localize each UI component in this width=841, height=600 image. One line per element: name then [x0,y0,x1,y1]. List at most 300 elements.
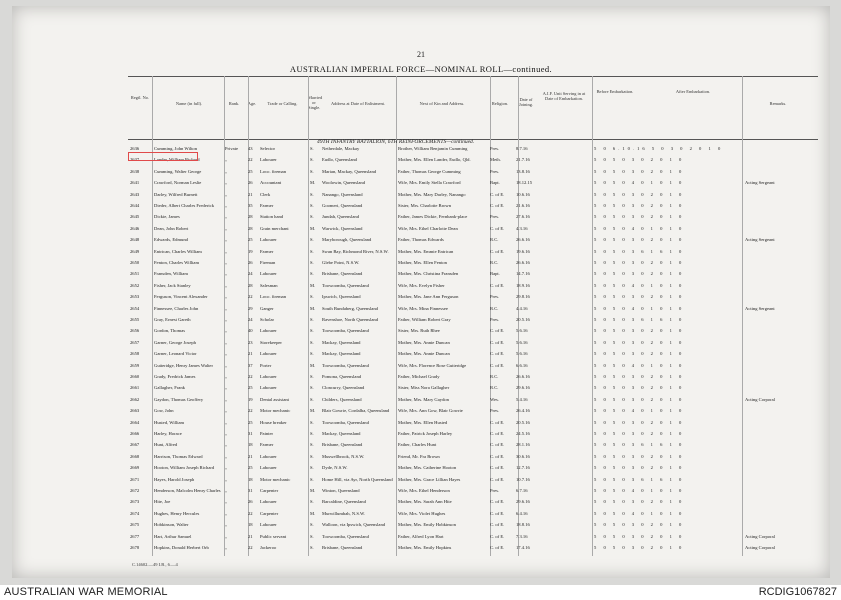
cell-date: 18.12.15 [516,180,533,186]
cell-addr: Goomeri, Queensland [322,203,363,208]
cell-addr: Childers, Queensland [322,396,362,402]
cell-pay: 5 0 5 0 3 0 2 0 1 0 [594,385,685,391]
cell-no: 2657 [130,339,140,345]
cell-no: 2668 [130,453,140,459]
cell-rel: Pres. [490,408,500,414]
cell-pay: 5 0 5 0 4 0 1 0 1 0 [594,225,685,231]
cell-no: 2636 [130,146,140,151]
cell-name: Ferguson, Vincent Alexander [154,294,208,300]
cell-kin: Father, Alfred Lyon Hart [398,533,444,539]
cell-trade: Storekeeper [260,339,282,345]
cell-name: Finnessee, Charles John [154,305,199,311]
cell-addr: Muswellbrook, N.S.W. [322,453,365,459]
cell-rem: Acting Corporal [745,396,775,402]
cell-no: 2675 [130,522,140,528]
header-regtl-no: Regtl. No. [130,95,150,100]
cell-addr: Ipswich, Queensland [322,294,361,300]
cell-rank: „ [225,282,228,288]
cell-rel: Pres. [490,168,500,174]
cell-trade: Public servant [260,533,287,539]
cell-pay: 5 0 5 0 4 0 1 0 1 0 [594,282,685,288]
cell-trade: Station hand [260,214,284,220]
cell-kin: Mother, Mrs. Emmie Entrican [398,248,454,254]
cell-kin: Wife, Mrs. Ethel Henderson [398,488,450,493]
cell-rank: „ [225,351,228,357]
cell-trade: Accountant [260,180,282,186]
cell-pay: 5 0 5 0 4 0 1 0 1 0 [594,362,685,368]
cell-addr: Eudlo, Queensland [322,157,357,163]
cell-mar: S. [310,168,314,174]
cell-date: 26.6.16 [516,260,530,265]
cell-trade: Labourer [260,328,277,334]
print-reference: C.14602.—49 I.B., 6.—4 [132,562,178,567]
cell-rel: Pres. [490,488,500,493]
cell-mar: S. [310,533,314,539]
cell-no: 2653 [130,294,140,300]
cell-no: 2669 [130,465,140,471]
cell-name: Harrison, Thomas Edward [154,453,203,459]
cell-addr: Pomona, Queensland [322,374,362,379]
cell-rel: C. of E. [490,282,505,288]
cell-date: 14.7.16 [516,271,530,277]
cell-name: Cumming, Walter George [154,168,202,174]
cell-name: Garner, George Joseph [154,339,196,345]
cell-trade: Labourer [260,499,277,505]
cell-addr: Toowoomba, Queensland [322,328,369,334]
cell-rel: C. of E. [490,419,505,425]
cell-name: Gray, Ernest Gareth [154,317,191,322]
cell-mar: S. [310,317,314,322]
cell-name: Hart, Arthur Samuel [154,533,192,539]
cell-mar: M. [310,510,316,516]
cell-rel: R.C. [490,305,499,311]
cell-pay: 5 0 5 0 3 0 2 0 1 0 [594,339,685,345]
cell-date: 21.6.16 [516,203,530,208]
cell-date: 12.7.16 [516,465,530,471]
cell-age: 28 [248,214,253,220]
cell-mar: M. [310,362,316,368]
cell-addr: Toowoomba, Queensland [322,419,369,425]
cell-kin: Mother, Mrs. Jane Ann Ferguson [398,294,459,300]
cell-no: 2644 [130,203,140,208]
cell-name: Hayes, Harold Joseph [154,476,195,482]
cell-name: Garner, Leonard Victor [154,351,197,357]
cell-date: 29.8.16 [516,294,530,300]
cell-kin: Brother, William Benjamin Cumming [398,146,468,151]
cell-pay: 5 0 5 0 3 0 2 0 1 0 [594,396,685,402]
cell-mar: M. [310,408,316,414]
cell-rank: „ [225,510,228,516]
cell-kin: Mother, Mrs. Mary Gaydon [398,396,449,402]
cell-rel: Bapt. [490,180,500,186]
cell-mar: S. [310,431,314,436]
cell-mar: S. [310,465,314,471]
cell-trade: Labourer [260,157,277,163]
cell-rank: „ [225,339,228,345]
archive-label: AUSTRALIAN WAR MEMORIAL [4,586,168,598]
cell-kin: Wife, Mrs. Ann Gow, Blair Gowrie [398,408,463,414]
cell-rel: R.C. [490,374,499,379]
cell-mar: S. [310,351,314,357]
cell-kin: Sister, Miss Nora Gallagher [398,385,450,391]
cell-trade: Jackeroo [260,545,277,550]
cell-mar: S. [310,203,314,208]
cell-addr: Dyde, N.S.W. [322,465,348,471]
cell-date: 6.6.16 [516,362,528,368]
cell-rank: „ [225,431,228,436]
cell-mar: S. [310,157,314,163]
cell-no: 2677 [130,533,140,539]
cell-date: 27.6.16 [516,214,530,220]
cell-pay: 5 0 5 0 4 0 1 0 1 0 [594,488,685,493]
cell-rank: „ [225,419,228,425]
cell-date: 20.5.16 [516,419,530,425]
cell-pay: 5 0 5 0 4 0 1 0 1 0 [594,408,685,414]
cell-rank: „ [225,374,228,379]
cell-addr: Mackay, Queensland [322,431,361,436]
cell-rank: „ [225,294,228,300]
cell-name: Dean, John Robert [154,225,189,231]
document-page [12,6,830,578]
cell-age: 31 [248,488,253,493]
cell-mar: S. [310,191,314,197]
roll-title: AUSTRALIAN IMPERIAL FORCE—NOMINAL ROLL—continued. [289,64,553,74]
cell-name: Crawford, Norman Leslie [154,180,202,186]
cell-pay: 5 0 6.10.16 5 0 3 0 2 0 1 0 [594,146,724,151]
cell-addr: Mackay, Queensland [322,339,361,345]
cell-mar: M. [310,488,316,493]
cell-no: 2650 [130,260,140,265]
cell-date: 26.6.16 [516,237,530,243]
cell-trade: Farmer [260,442,274,448]
cell-no: 2663 [130,408,140,414]
cell-kin: Father, Patrick Joseph Harley [398,431,453,436]
cell-date: 4.3.16 [516,225,528,231]
cell-addr: Walloon, via Ipswich, Queensland [322,522,386,528]
cell-addr: Home Hill, via Ayr, North Queensland [322,476,393,482]
cell-age: 21 [248,533,253,539]
cell-rank: „ [225,237,228,243]
cell-name: Gutteridge, Henry James Walter [154,362,213,368]
cell-age: 28 [248,225,253,231]
cell-rank: „ [225,157,228,163]
cell-age: 25 [248,168,253,174]
cell-date: 6.7.16 [516,488,528,493]
cell-rank: „ [225,328,228,334]
cell-trade: Carpenter [260,510,279,516]
cell-age: 19 [248,248,253,254]
cell-age: 26 [248,180,253,186]
cell-name: Dickie, James [154,214,180,220]
cell-rel: C. of E. [490,203,505,208]
record-id: RCDIG1067827 [758,586,837,598]
cell-rank: „ [225,396,228,402]
header-address: Address at Date of Enlistment. [330,101,386,106]
header-next-of-kin: Next of Kin and Address. [419,101,465,106]
cell-age: 19 [248,396,253,402]
cell-mar: M. [310,305,316,311]
cell-addr: Murwillumbah, N.S.W. [322,510,366,516]
cell-age: 28 [248,282,253,288]
cell-trade: Selector [260,146,276,151]
cell-rank: „ [225,168,228,174]
cell-no: 2648 [130,237,140,243]
header-date-joining: Date of Joining. [518,97,534,107]
cell-mar: S. [310,374,314,379]
cell-trade: Loco. fireman [260,294,287,300]
cell-pay: 5 0 5 0 3 0 2 0 1 0 [594,237,685,243]
cell-pay: 5 0 5 0 3 6 1 6 1 0 [594,442,685,448]
cell-pay: 5 0 5 0 3 6 1 6 1 0 [594,248,685,254]
cell-pay: 5 0 5 0 3 0 2 0 1 0 [594,191,685,197]
column-header-block [128,76,818,140]
cell-kin: Father, Thomas Edwards [398,237,444,243]
cell-pay: 5 0 5 0 3 0 2 0 1 0 [594,453,685,459]
cell-name: Fisher, Jack Stanley [154,282,191,288]
cell-mar: S. [310,499,314,505]
cell-kin: Sister, Mrs. Ruth Rhee [398,328,440,334]
cell-rank: „ [225,271,228,277]
cell-pay: 5 0 5 0 3 0 2 0 1 0 [594,260,685,265]
cell-rel: C. of E. [490,225,505,231]
header-name: Name (in full). [175,101,203,106]
table-row [130,545,820,558]
cell-kin: Wife, Mrs. Evelyn Fisher [398,282,445,288]
cell-mar: S. [310,396,314,402]
cell-kin: Father, William Robert Gray [398,317,451,322]
cell-name: Hopkins, Donald Herbert Orb [154,545,209,550]
cell-mar: S. [310,214,314,220]
cell-date: 5.6.16 [516,328,528,334]
cell-rel: R.C. [490,385,499,391]
cell-name: Grady, Fredrick James [154,374,196,379]
cell-addr: Maryborough, Queensland [322,237,372,243]
cell-rank: „ [225,305,228,311]
cell-rem: Acting Corporal [745,545,775,550]
cell-age: 37 [248,362,253,368]
cell-no: 2649 [130,248,140,254]
cell-name: Lander, William Richard [154,157,200,163]
cell-trade: Porter [260,362,272,368]
cell-pay: 5 0 5 0 3 0 2 0 1 0 [594,431,685,436]
cell-kin: Wife, Mrs. Ethel Charlotte Dean [398,225,458,231]
cell-no: 2666 [130,431,140,436]
cell-kin: Father, Thomas George Cumming [398,168,461,174]
cell-trade: Labourer [260,385,277,391]
cell-kin: Wife, Mrs. Mina Finnessee [398,305,448,311]
cell-rel: R.C. [490,237,499,243]
cell-rank: „ [225,488,228,493]
cell-no: 2646 [130,225,140,231]
header-before-embarkation: Before Embarkation. [596,89,634,94]
header-married: Married or Single. [308,95,323,110]
cell-date: 19.6.16 [516,248,530,254]
cell-rel: C. of E. [490,248,505,254]
cell-kin: Mother, Mrs. Annie Duncan [398,339,450,345]
cell-no: 2652 [130,282,140,288]
cell-rank: „ [225,191,228,197]
cell-no: 2651 [130,271,140,277]
cell-addr: Barcaldine, Queensland [322,499,366,505]
cell-addr: Marian, Mackay, Queensland [322,168,377,174]
cell-rem: Acting Sergeant [745,180,775,186]
cell-date: 4.4.16 [516,305,528,311]
cell-name: Cumming, John Wilton [154,146,197,151]
cell-rel: Pres. [490,317,500,322]
cell-rel: C. of E. [490,522,505,528]
cell-kin: Mother, Mrs. Christina Fransden [398,271,459,277]
section-header: 49TH INFANTRY BATTALION, 6TH REINFORCEMENTS—continued. [317,139,475,145]
cell-pay: 5 0 5 0 3 0 2 0 1 0 [594,533,685,539]
cell-rel: C. of E. [490,339,505,345]
cell-rel: C. of E. [490,328,505,334]
cell-kin: Wife, Mrs. Emily Stella Crawford [398,180,461,186]
cell-rel: Pres. [490,294,500,300]
cell-date: 20.5.16 [516,317,530,322]
header-religion: Religion. [491,101,509,106]
cell-pay: 5 0 5 0 3 0 2 0 1 0 [594,294,685,300]
cell-rank: „ [225,180,228,186]
cell-no: 2660 [130,374,140,379]
cell-no: 2674 [130,510,140,516]
cell-no: 2643 [130,191,140,197]
cell-trade: Fireman [260,260,276,265]
cell-no: 2659 [130,362,140,368]
cell-age: 24 [248,317,253,322]
header-age: Age. [247,101,257,106]
cell-date: 28.1.16 [516,442,530,448]
cell-age: 22 [248,545,253,550]
cell-pay: 5 0 5 0 3 0 2 0 1 0 [594,214,685,220]
cell-date: 17.4.16 [516,545,530,550]
cell-rank: „ [225,476,228,482]
cell-name: Darley, Wilfred Burnett [154,191,198,197]
cell-rank: „ [225,442,228,448]
cell-trade: Salesman [260,282,278,288]
cell-kin: Mother, Mrs. Emily Hobkinson [398,522,456,528]
cell-kin: Mother, Mrs. Emily Hopkins [398,545,452,550]
cell-addr: Brisbane, Queensland [322,271,363,277]
cell-date: 5.6.16 [516,351,528,357]
cell-pay: 5 0 5 0 3 0 2 0 1 0 [594,499,685,505]
cell-no: 2667 [130,442,140,448]
cell-age: 43 [248,146,253,151]
cell-date: 29.6.16 [516,499,530,505]
cell-addr: Mackay, Queensland [322,351,361,357]
cell-name: Hite, Joe [154,499,171,505]
cell-addr: Cloncurry, Queensland [322,385,365,391]
cell-name: Husted, William [154,419,185,425]
cell-trade: Carpenter [260,488,279,493]
cell-kin: Father, James Dickie, Fernbank-place [398,214,468,220]
cell-name: Dieder, Albert Charles Frederick [154,203,215,208]
cell-age: 18 [248,522,253,528]
cell-mar: S. [310,248,314,254]
cell-trade: Labourer [260,453,277,459]
cell-age: 22 [248,157,253,163]
cell-addr: Nanango, Queensland [322,191,363,197]
cell-no: 2641 [130,180,140,186]
cell-addr: Glebe Point, N.S.W. [322,260,360,265]
page-number: 21 [417,50,425,59]
cell-addr: South Bundaberg, Queensland [322,305,378,311]
cell-trade: Labourer [260,271,277,277]
header-trade: Trade or Calling. [267,101,298,106]
cell-mar: S. [310,271,314,277]
cell-date: 26.6.16 [516,374,530,379]
cell-date: 10.7.16 [516,476,530,482]
cell-name: Entrican, Charles William [154,248,202,254]
cell-addr: Jundah, Queensland [322,214,359,220]
cell-name: Edwards, Edmund [154,237,188,243]
cell-kin: Mother, Mrs. Annie Duncan [398,351,450,357]
cell-rank: „ [225,499,228,505]
cell-mar: S. [310,419,314,425]
cell-age: 26 [248,260,253,265]
cell-no: 2658 [130,351,140,357]
cell-kin: Mother, Mrs. Grace Lillian Hayes [398,476,461,482]
cell-trade: Motor mechanic [260,408,291,414]
cell-trade: Scholar [260,317,275,322]
cell-addr: Toowoomba, Queensland [322,533,369,539]
cell-pay: 5 0 5 0 4 0 1 0 1 0 [594,180,685,186]
cell-rank: „ [225,385,228,391]
cell-rel: C. of E. [490,545,505,550]
cell-name: Gordon, Thomas [154,328,186,334]
cell-no: 2637 [130,157,140,163]
cell-mar: M. [310,180,316,186]
cell-name: Hooton, William Joseph Richard [154,465,215,471]
cell-rel: C. of E. [490,362,505,368]
cell-mar: S. [310,522,314,528]
cell-rel: Bapt. [490,271,500,277]
cell-rem: Acting Sergeant [745,237,775,243]
cell-date: 5.4.16 [516,396,528,402]
cell-kin: Mother, Mrs. Catherine Hooton [398,465,457,471]
cell-rel: C. of E. [490,453,505,459]
cell-pay: 5 0 5 0 3 0 2 0 1 0 [594,465,685,471]
cell-addr: Ravenshoe, North Queensland [322,317,379,322]
cell-age: 31 [248,431,253,436]
cell-no: 2671 [130,476,140,482]
cell-date: 7.3.16 [516,533,528,539]
cell-date: 6.4.16 [516,510,528,516]
cell-no: 2645 [130,214,140,220]
cell-rank: „ [225,317,228,322]
cell-kin: Mother, Mrs. Ellen Fenton [398,260,447,265]
cell-pay: 5 0 5 0 3 0 2 0 1 0 [594,168,685,174]
cell-rank: Private [225,146,239,151]
header-remarks: Remarks. [769,101,787,106]
cell-rank: „ [225,533,228,539]
cell-pay: 5 0 5 0 3 0 2 0 1 0 [594,157,685,163]
cell-kin: Father, Michael Grady [398,374,440,379]
cell-no: 2638 [130,168,140,174]
cell-addr: Netherdale, Mackay [322,146,360,151]
cell-rel: C. of E. [490,533,505,539]
cell-addr: Swan Bay, Richmond River, N.S.W. [322,248,389,254]
cell-trade: House breaker [260,419,287,425]
cell-no: 2662 [130,396,140,402]
cell-mar: S. [310,294,314,300]
cell-age: 25 [248,237,253,243]
cell-addr: Warwick, Queensland [322,225,363,231]
cell-no: 2672 [130,488,140,493]
cell-rel: C. of E. [490,476,505,482]
cell-date: 26.4.16 [516,408,530,414]
cell-name: Fenton, Charles William [154,260,200,265]
header-after-embarkation: After Embarkation. [675,89,711,94]
